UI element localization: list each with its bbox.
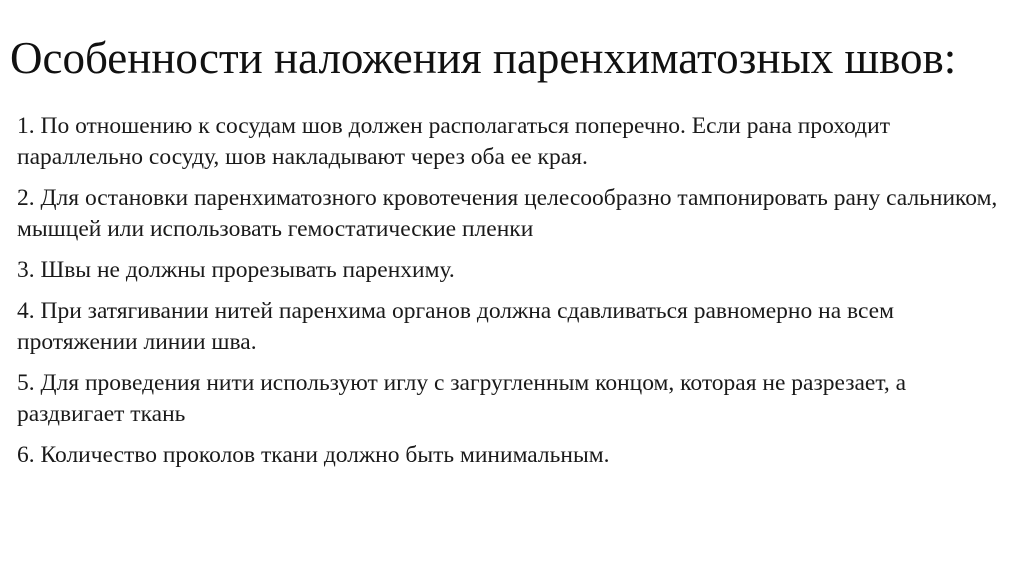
list-item: 5. Для проведения нити используют иглу с загругленным концом, которая не разрезает, а раздвигает ткань <box>17 370 907 427</box>
point-list <box>17 111 1007 481</box>
slide-title: Особенности наложения паренхиматозных швов: <box>10 33 957 83</box>
list-item: 4. При затягивании нитей паренхима органов должна сдавливаться равномерно на всем протяжении линии шва. <box>17 298 894 355</box>
list-item: 6. Количество проколов ткани должно быть минимальным. <box>17 442 610 468</box>
list-item: 2. Для остановки паренхиматозного кровотечения целесообразно тампонировать рану сальником, мышцей или использовать гемостатические пленки <box>17 185 998 242</box>
list-item: 1. По отношению к сосудам шов должен располагаться поперечно. Если рана проходит параллельно сосуду, шов накладывают через оба ее края. <box>17 113 890 170</box>
list-item: 3. Швы не должны прорезывать паренхиму. <box>17 257 455 283</box>
